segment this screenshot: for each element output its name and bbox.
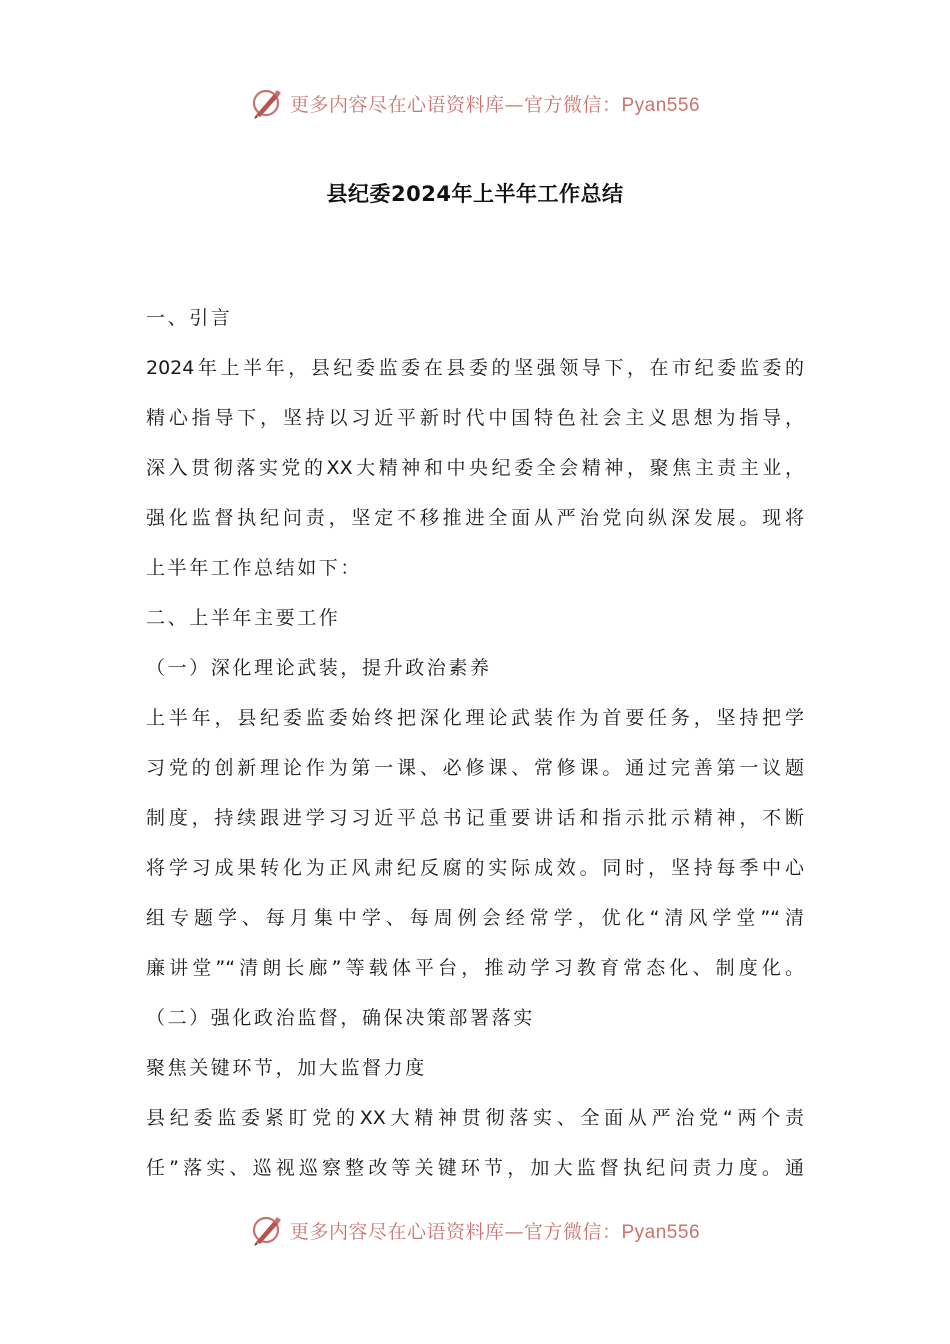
- paragraph-line: 强化监督执纪问责，坚定不移推进全面从严治党向纵深发展。现将: [146, 507, 804, 529]
- document-body: [146, 293, 804, 1193]
- paragraph-line: 任”落实、巡视巡察整改等关键环节，加大监督执纪问责力度。通: [146, 1157, 804, 1179]
- document-title: 县纪委2024年上半年工作总结: [326, 182, 624, 206]
- pen-logo-icon: [250, 86, 284, 120]
- section-heading-main-work: 二、上半年主要工作: [146, 607, 341, 629]
- paragraph-line: 精心指导下，坚持以习近平新时代中国特色社会主义思想为指导，: [146, 407, 804, 429]
- watermark-text: 更多内容尽在心语资料库—官方微信：Pyan556: [289, 93, 701, 116]
- paragraph-line: 上半年工作总结如下：: [146, 557, 363, 579]
- pen-logo-icon: [250, 1213, 284, 1247]
- paragraph-line: 上半年，县纪委监委始终把深化理论武装作为首要任务，坚持把学: [146, 707, 804, 729]
- subsection-heading-supervision: （二）强化政治监督，确保决策部署落实: [146, 1007, 535, 1029]
- paragraph-line: 深入贯彻落实党的XX大精神和中央纪委全会精神，聚焦主责主业，: [146, 457, 804, 479]
- paragraph-line: 2024年上半年，县纪委监委在县委的坚强领导下，在市纪委监委的: [146, 357, 804, 379]
- paragraph-line: 将学习成果转化为正风肃纪反腐的实际成效。同时，坚持每季中心: [146, 857, 804, 879]
- paragraph-line: 制度，持续跟进学习习近平总书记重要讲话和指示批示精神，不断: [146, 807, 804, 829]
- paragraph-line: 习党的创新理论作为第一课、必修课、常修课。通过完善第一议题: [146, 757, 804, 779]
- paragraph-line: 组专题学、每月集中学、每周例会经常学，优化“清风学堂”“清: [146, 907, 804, 929]
- paragraph-line: 廉讲堂”“清朗长廊”等载体平台，推动学习教育常态化、制度化。: [146, 957, 804, 979]
- paragraph-heading-key-links: 聚焦关键环节，加大监督力度: [146, 1057, 427, 1079]
- watermark-footer: [0, 1210, 950, 1250]
- subsection-heading-theory: （一）深化理论武装，提升政治素养: [146, 657, 492, 679]
- paragraph-line: 县纪委监委紧盯党的XX大精神贯彻落实、全面从严治党“两个责: [146, 1107, 804, 1129]
- watermark-text: 更多内容尽在心语资料库—官方微信：Pyan556: [289, 1220, 701, 1243]
- watermark-header: [0, 83, 950, 123]
- section-heading-intro: 一、引言: [146, 307, 233, 329]
